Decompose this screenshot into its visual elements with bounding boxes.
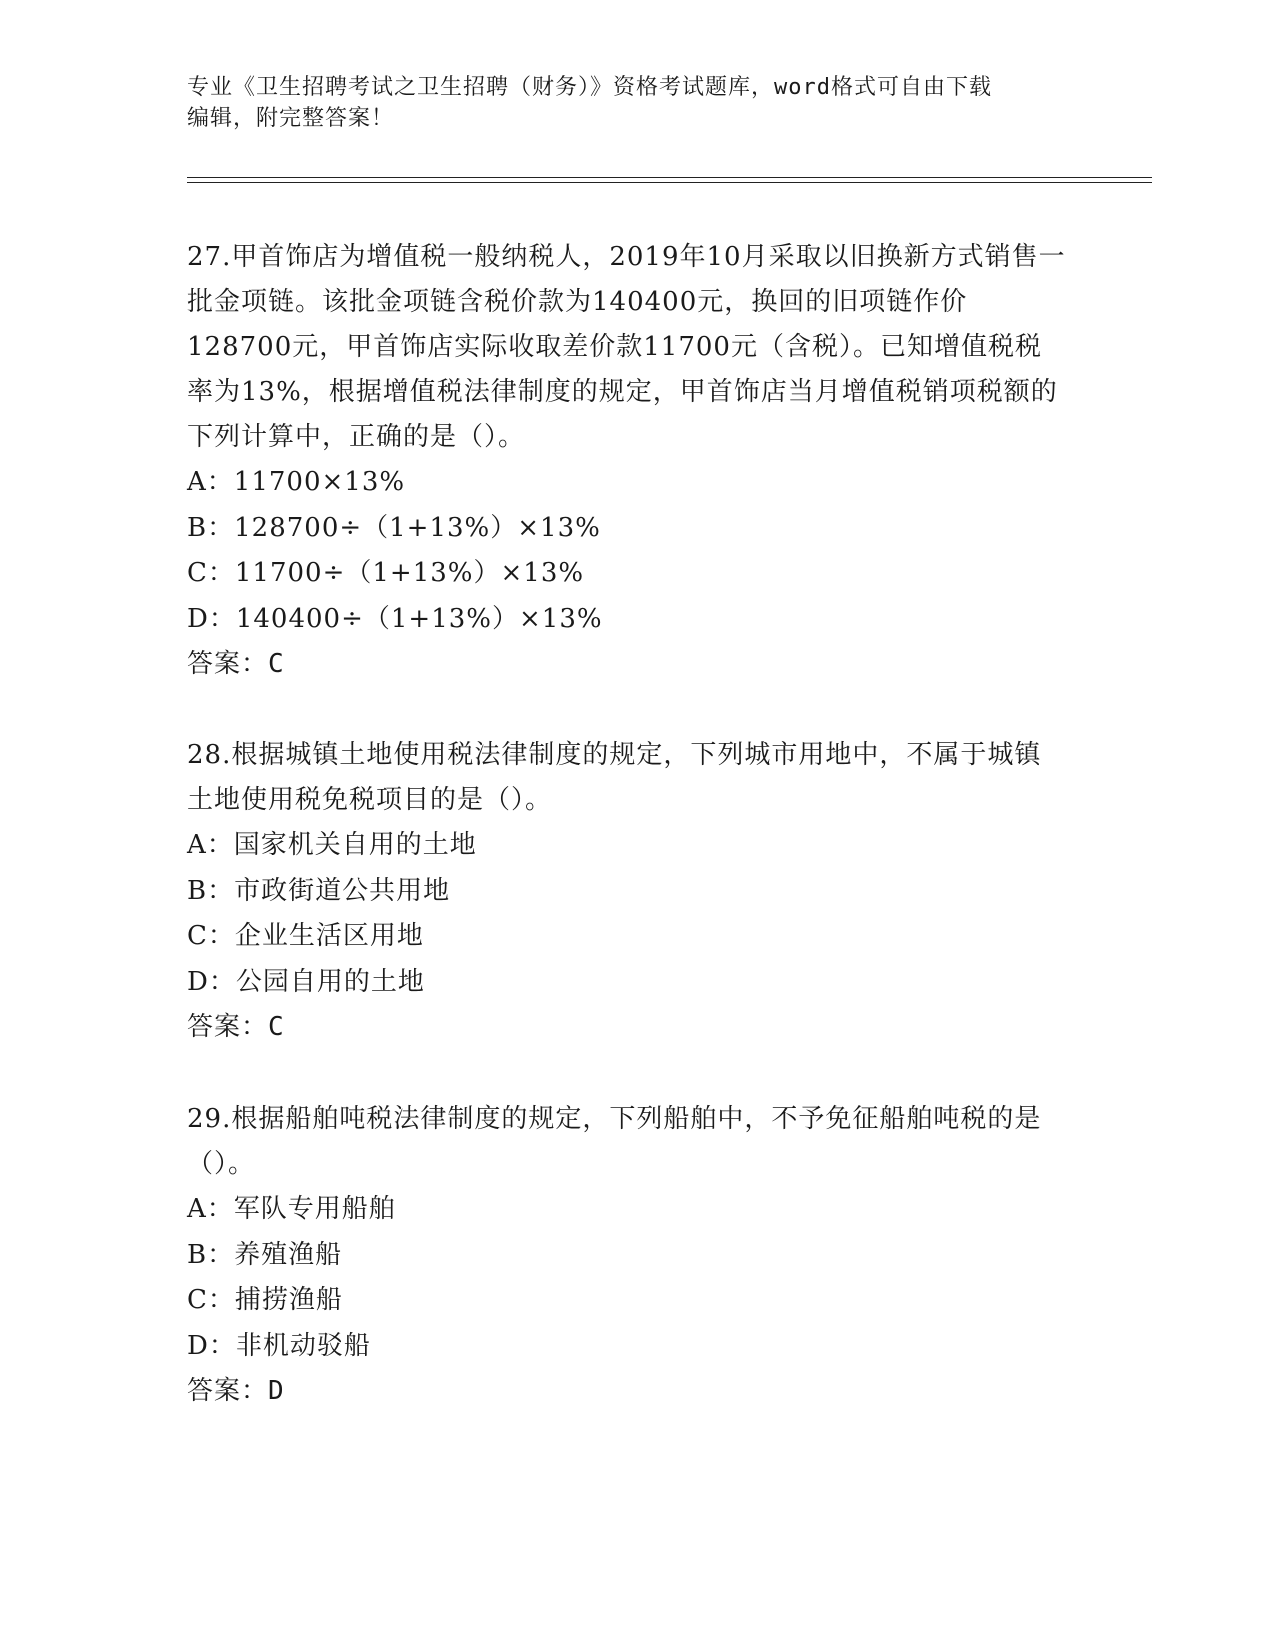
option-d: D：非机动驳船 [187,1330,371,1361]
question-28 [187,733,1067,1050]
answer: 答案：D [187,1376,285,1406]
question-stem: 27.甲首饰店为增值税一般纳税人，2019年10月采取以旧换新方式销售一批金项链。该批金项链含税价款为140400元，换回的旧项链作价128700元，甲首饰店实际收取差价款11700元（含税）。已知增值税税率为13%，根据增值税法律制度的规定，甲首饰店当月增值税销项税额的下列计算中，正确的是（）。 [187,242,1066,452]
option-c: C：企业生活区用地 [187,921,424,951]
header-line-2: 编辑，附完整答案！ [187,106,395,131]
option-c: C：11700÷（1+13%）×13% [187,558,585,588]
question-stem: 29.根据船舶吨税法律制度的规定，下列船舶中，不予免征船舶吨税的是（）。 [187,1104,1042,1179]
question-27 [187,235,1067,687]
option-a: A：国家机关自用的土地 [187,830,477,860]
option-d: D：140400÷（1+13%）×13% [187,603,603,634]
answer: 答案：C [187,649,285,679]
option-b: B：128700÷（1+13%）×13% [187,512,601,543]
option-d: D：公园自用的土地 [187,966,425,997]
option-b: B：养殖渔船 [187,1239,343,1270]
answer: 答案：C [187,1012,285,1042]
document-header [187,72,1067,134]
question-stem: 28.根据城镇土地使用税法律制度的规定，下列城市用地中，不属于城镇土地使用税免税项目的是（）。 [187,740,1042,815]
option-a: A：军队专用船舶 [187,1194,396,1224]
option-c: C：捕捞渔船 [187,1285,343,1315]
option-a: A：11700×13% [187,467,406,497]
question-29 [187,1097,1067,1414]
header-divider-bottom [187,182,1152,183]
header-divider-top [187,177,1152,178]
option-b: B：市政街道公共用地 [187,875,451,906]
header-line-1: 专业《卫生招聘考试之卫生招聘（财务）》资格考试题库，word格式可自由下载 [187,75,992,100]
